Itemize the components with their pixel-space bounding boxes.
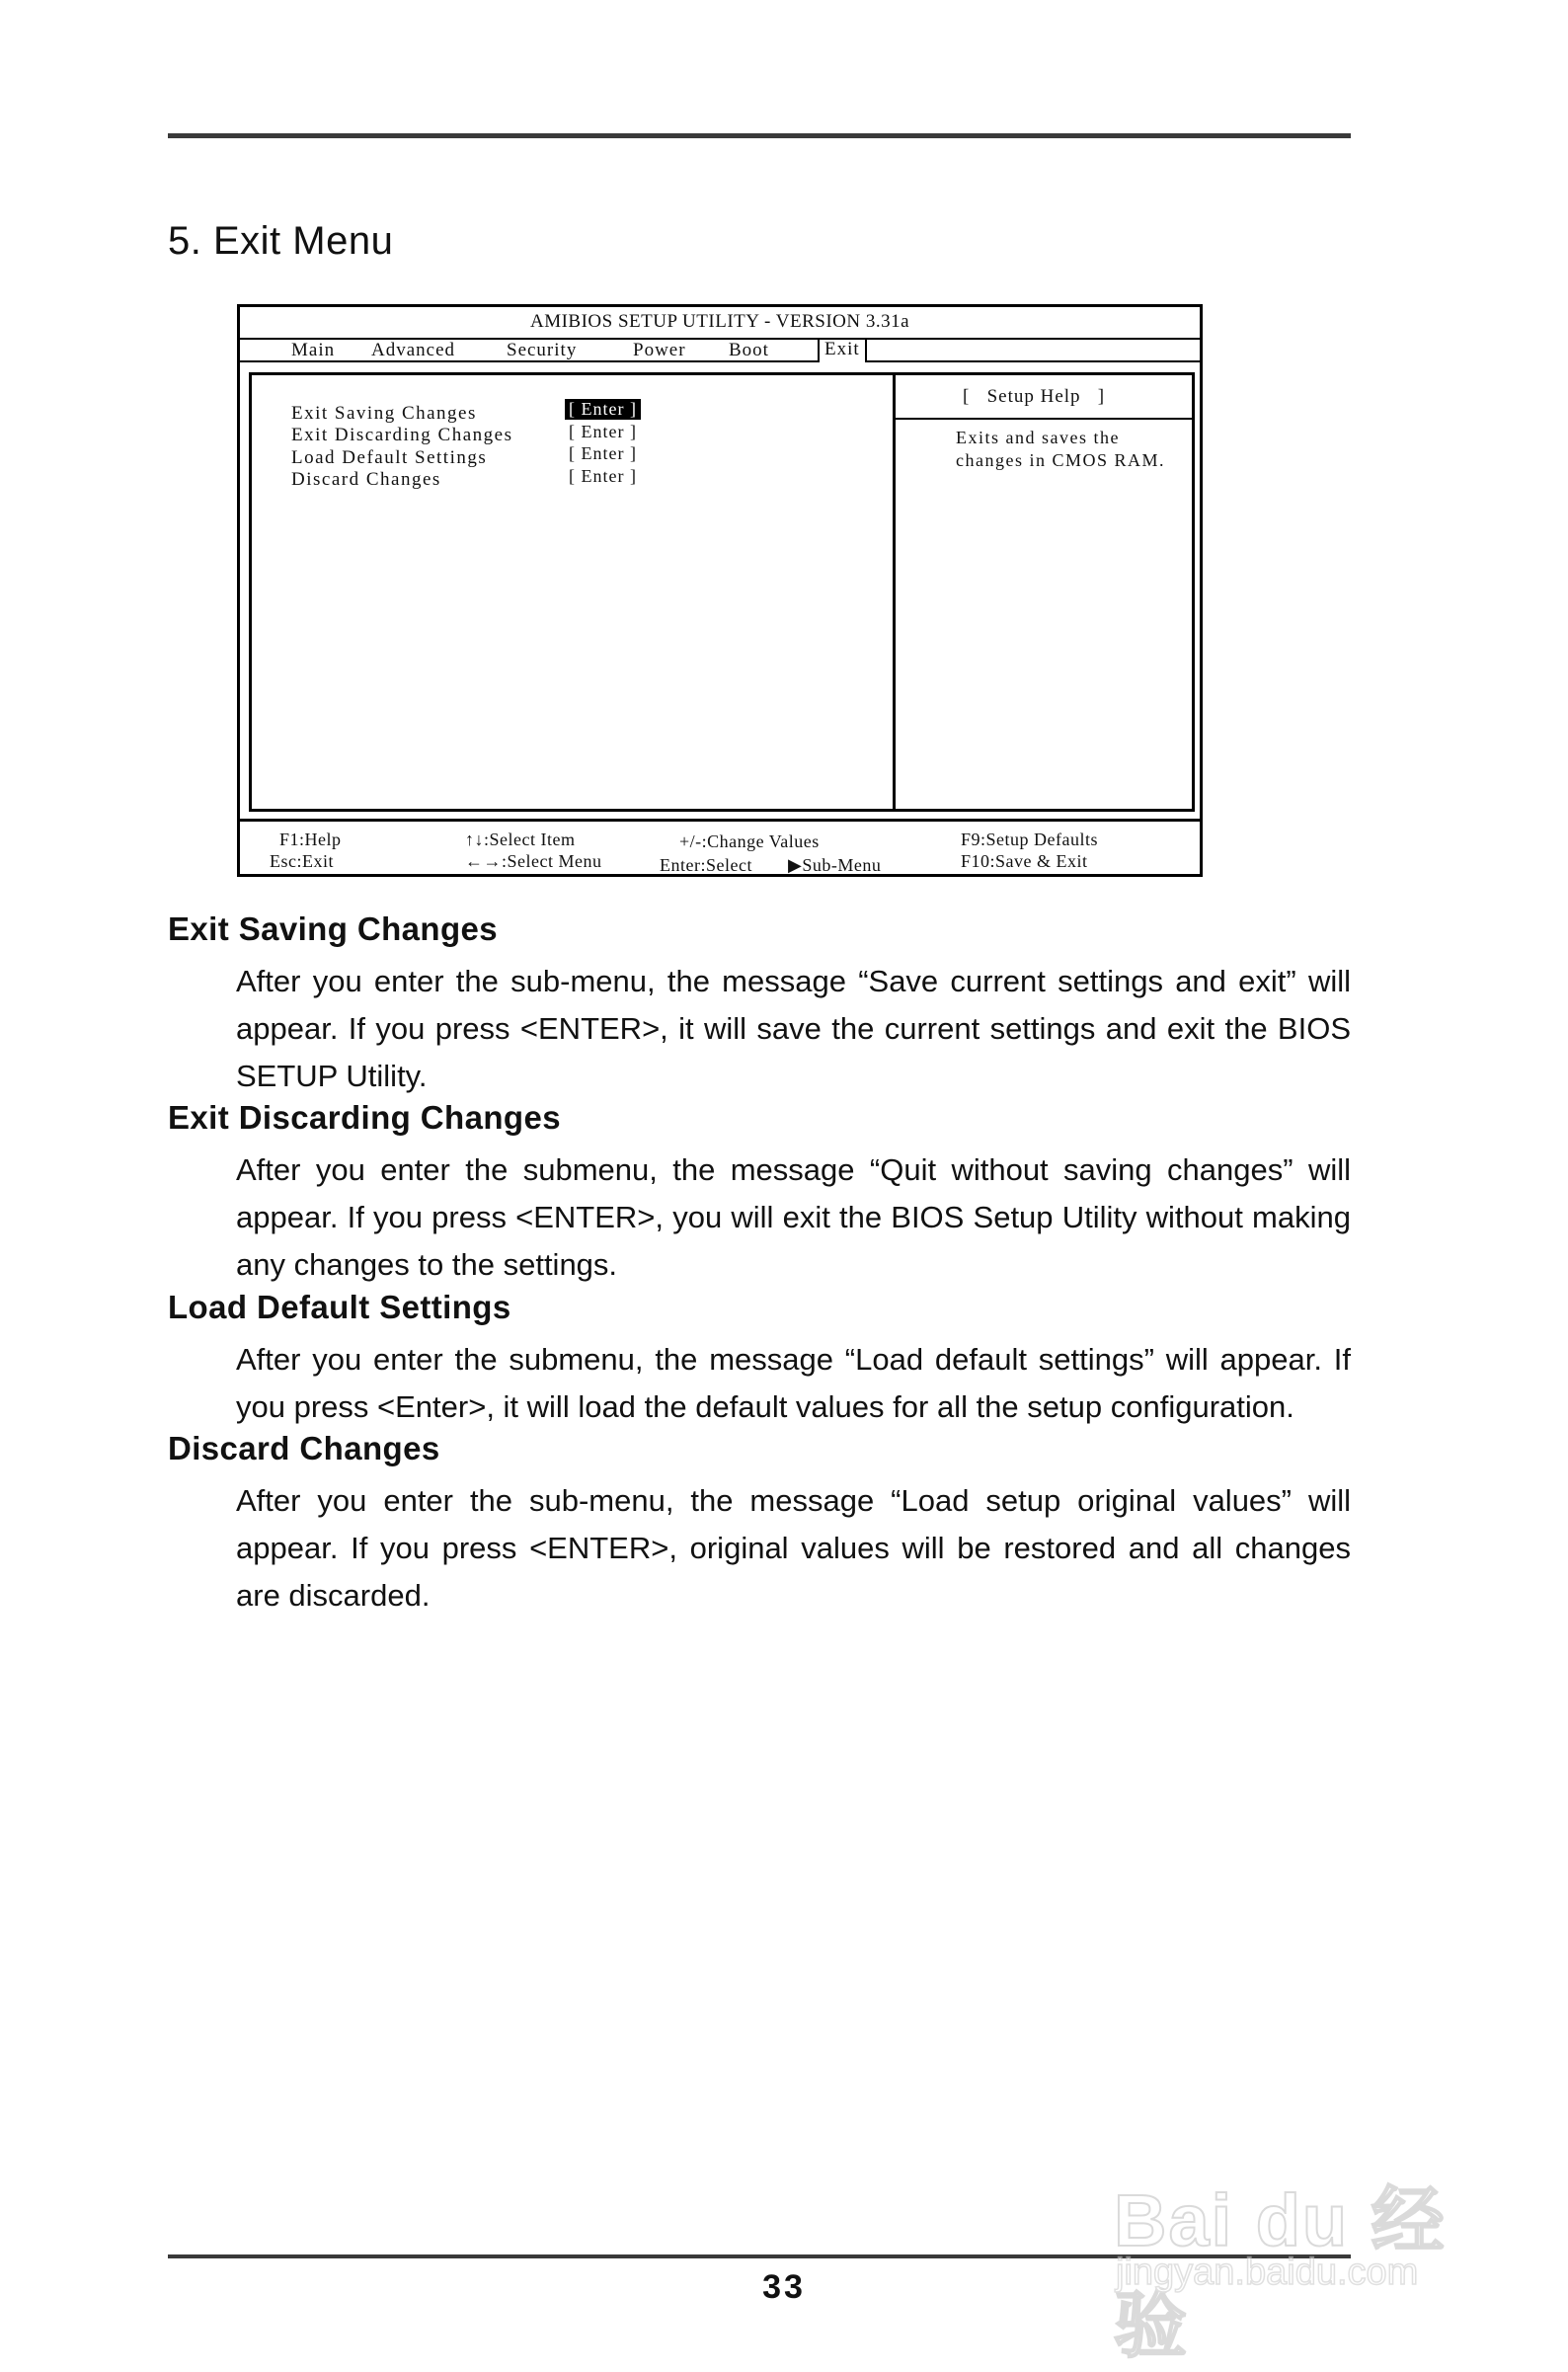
hint-esc-exit: Esc:Exit — [270, 851, 334, 871]
tab-exit[interactable]: Exit — [824, 339, 860, 359]
bios-main-panel — [249, 372, 1195, 812]
heading-exit-saving-changes: Exit Saving Changes — [168, 910, 499, 947]
page-number: 33 — [762, 2268, 806, 2306]
tab-bar-divider — [240, 360, 1200, 362]
setup-help-title: [ Setup Help ] — [963, 386, 1106, 407]
value-exit-discarding-changes[interactable]: [ Enter ] — [569, 422, 637, 441]
hint-sub-menu: ▶Sub-Menu — [788, 855, 882, 875]
heading-exit-discarding-changes: Exit Discarding Changes — [168, 1099, 561, 1136]
text-exit-discarding-changes: After you enter the submenu, the message “Quit without saving changes” will appear. If you press <ENTER>, you will exit the BIOS Setup Utility without making any changes to the settings. — [236, 1152, 1351, 1282]
heading-load-default-settings: Load Default Settings — [168, 1289, 511, 1325]
bios-screenshot — [237, 304, 1203, 877]
value-load-default-settings[interactable]: [ Enter ] — [569, 443, 637, 463]
value-discard-changes[interactable]: [ Enter ] — [569, 466, 637, 486]
hint-change-values: +/-:Change Values — [679, 831, 820, 851]
help-line-1: Exits and saves the — [956, 428, 1120, 447]
heading-discard-changes: Discard Changes — [168, 1430, 440, 1466]
section-title: 5. Exit Menu — [168, 219, 394, 263]
text-load-default-settings: After you enter the submenu, the message “Load default settings” will appear. If you press <Enter>, it will load the default values for all the setup configuration. — [236, 1342, 1351, 1424]
hint-f1-help: F1:Help — [279, 830, 342, 849]
tab-boot[interactable]: Boot — [729, 340, 769, 360]
hint-enter-select: Enter:Select — [660, 855, 752, 875]
text-exit-saving-changes: After you enter the sub-menu, the message “Save current settings and exit” will appear. If you press <ENTER>, it will save the current settings and exit the BIOS SETUP Utility. — [236, 964, 1351, 1093]
hint-select-menu: ←→:Select Menu — [465, 851, 602, 871]
help-line-2: changes in CMOS RAM. — [956, 450, 1166, 470]
tab-main[interactable]: Main — [291, 340, 336, 360]
watermark-logo: Bai du 经验 — [1114, 2179, 1447, 2366]
text-discard-changes: After you enter the sub-menu, the message “Load setup original values” will appear. If you press <ENTER>, original values will be restored and all changes are discarded. — [236, 1483, 1351, 1613]
hint-f10-save-exit: F10:Save & Exit — [961, 851, 1088, 871]
tab-security[interactable]: Security — [507, 340, 578, 360]
tab-advanced[interactable]: Advanced — [371, 340, 456, 360]
baidu-watermark — [1114, 2123, 1489, 2366]
option-exit-saving-changes[interactable]: Exit Saving Changes — [291, 403, 477, 424]
footer-divider — [240, 819, 1200, 822]
watermark-url: jingyan.baidu.com — [1116, 2252, 1419, 2293]
panel-divider — [893, 375, 896, 809]
option-discard-changes[interactable]: Discard Changes — [291, 469, 441, 490]
help-divider — [896, 418, 1192, 420]
bios-title: AMIBIOS SETUP UTILITY - VERSION 3.31a — [529, 311, 910, 332]
top-rule — [168, 133, 1351, 138]
option-exit-discarding-changes[interactable]: Exit Discarding Changes — [291, 425, 513, 445]
value-exit-saving-changes[interactable]: [ Enter ] — [565, 399, 641, 420]
tab-power[interactable]: Power — [633, 340, 686, 360]
hint-select-item: ↑↓:Select Item — [465, 830, 576, 849]
option-load-default-settings[interactable]: Load Default Settings — [291, 447, 488, 468]
hint-f9-defaults: F9:Setup Defaults — [961, 830, 1098, 849]
